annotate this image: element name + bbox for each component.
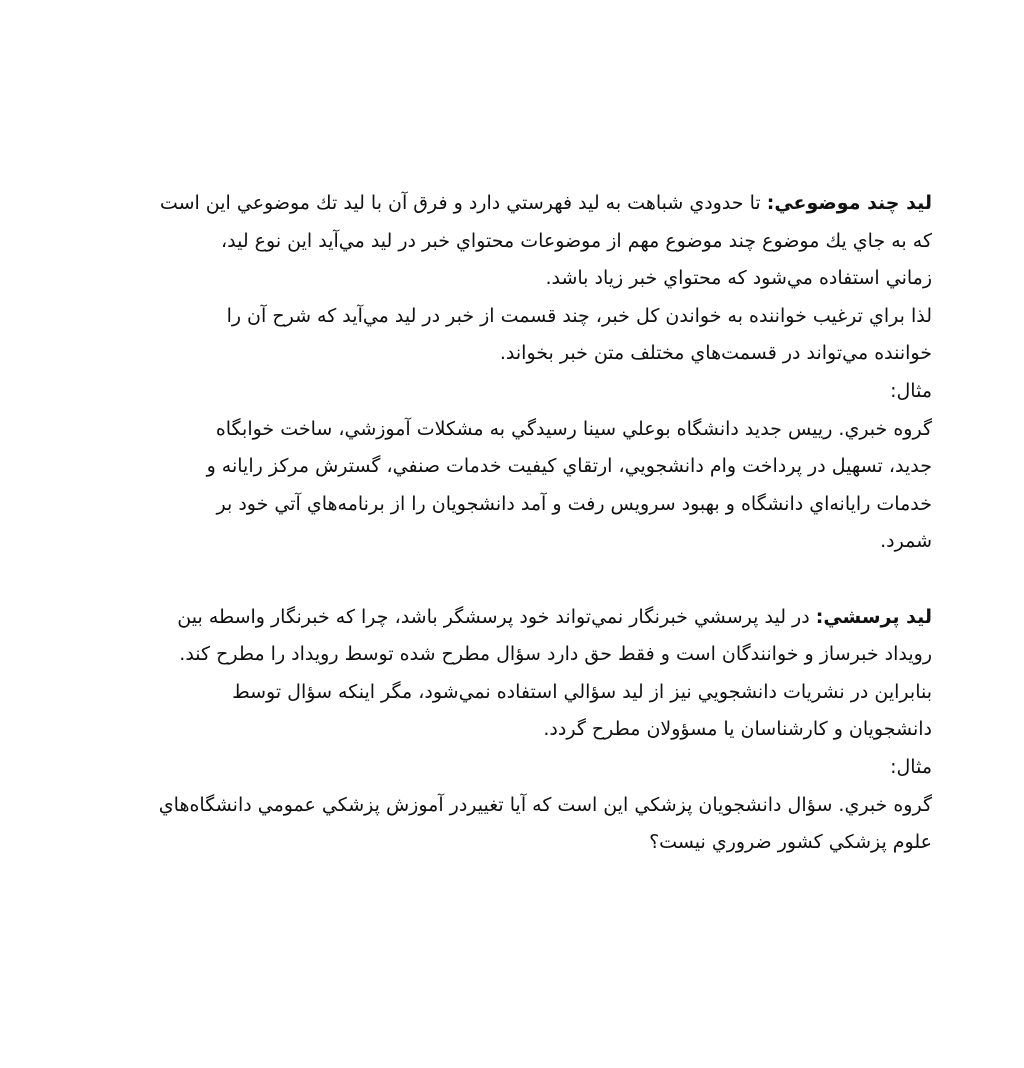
paragraph-line [80, 185, 932, 223]
paragraph-line: لذا براي ترغيب خواننده به خواندن كل خبر، چند قسمت از خبر در ليد مي‌آيد كه شرح آن را [226, 304, 932, 327]
line-text: تا حدودي شباهت به ليد فهرستي دارد و فرق آن با ليد تك موضوعي اين است [159, 192, 761, 214]
document-body [80, 185, 932, 862]
paragraph-line: رويداد خبرساز و خوانندگان است و فقط حق دارد سؤال مطرح شده توسط رويداد را مطرح كند. [179, 643, 932, 666]
paragraph-line: خواننده مي‌تواند در قسمت‌هاي مختلف متن خبر بخواند. [499, 342, 932, 365]
paragraph-line: دانشجويان و كارشناسان يا مسؤولان مطرح گردد. [543, 718, 932, 741]
paragraph-line: زماني استفاده مي‌شود كه محتواي خبر زياد باشد. [545, 267, 932, 290]
paragraph-line: خدمات رايانه‌اي دانشگاه و بهبود سرويس رفت و آمد دانشجويان را از برنامه‌هاي آتي خود بر [216, 492, 932, 515]
section-spacer [80, 561, 932, 599]
section-heading: ليد چند موضوعي: [766, 192, 932, 214]
paragraph-line [80, 599, 932, 637]
example-label: مثال: [890, 379, 932, 402]
paragraph-line: كه به جاي يك موضوع چند موضوع مهم از موضوعات محتواي خبر در ليد مي‌آيد اين نوع ليد، [221, 229, 932, 252]
section-multi-topic-lead [80, 185, 932, 561]
line-text: در ليد پرسشي خبرنگار نمي‌تواند خود پرسشگر باشد، چرا كه خبرنگار واسطه بين [177, 605, 810, 628]
paragraph-line: بنابراين در نشريات دانشجويي نيز از ليد سؤالي استفاده نمي‌شود، مگر اينكه سؤال توسط [232, 680, 932, 703]
example-label: مثال: [890, 755, 932, 778]
paragraph-line: شمرد. [880, 530, 932, 553]
paragraph-line: جديد، تسهيل در پرداخت وام دانشجويي، ارتقاي كيفيت خدمات صنفي، گسترش مركز رايانه و [206, 455, 932, 478]
section-question-lead [80, 599, 932, 862]
paragraph-line: گروه خبري. سؤال دانشجويان پزشكي اين است كه آيا تغييردر آموزش پزشكي عمومي دانشگاه‌هاي [158, 793, 932, 816]
paragraph-line: علوم پزشكي كشور ضروري نيست؟ [649, 831, 932, 854]
paragraph-line: گروه خبري. رييس جديد دانشگاه بوعلي سينا رسيدگي به مشكلات آموزشي، ساخت خوابگاه [215, 417, 932, 440]
section-heading: ليد پرسشي: [815, 605, 932, 628]
